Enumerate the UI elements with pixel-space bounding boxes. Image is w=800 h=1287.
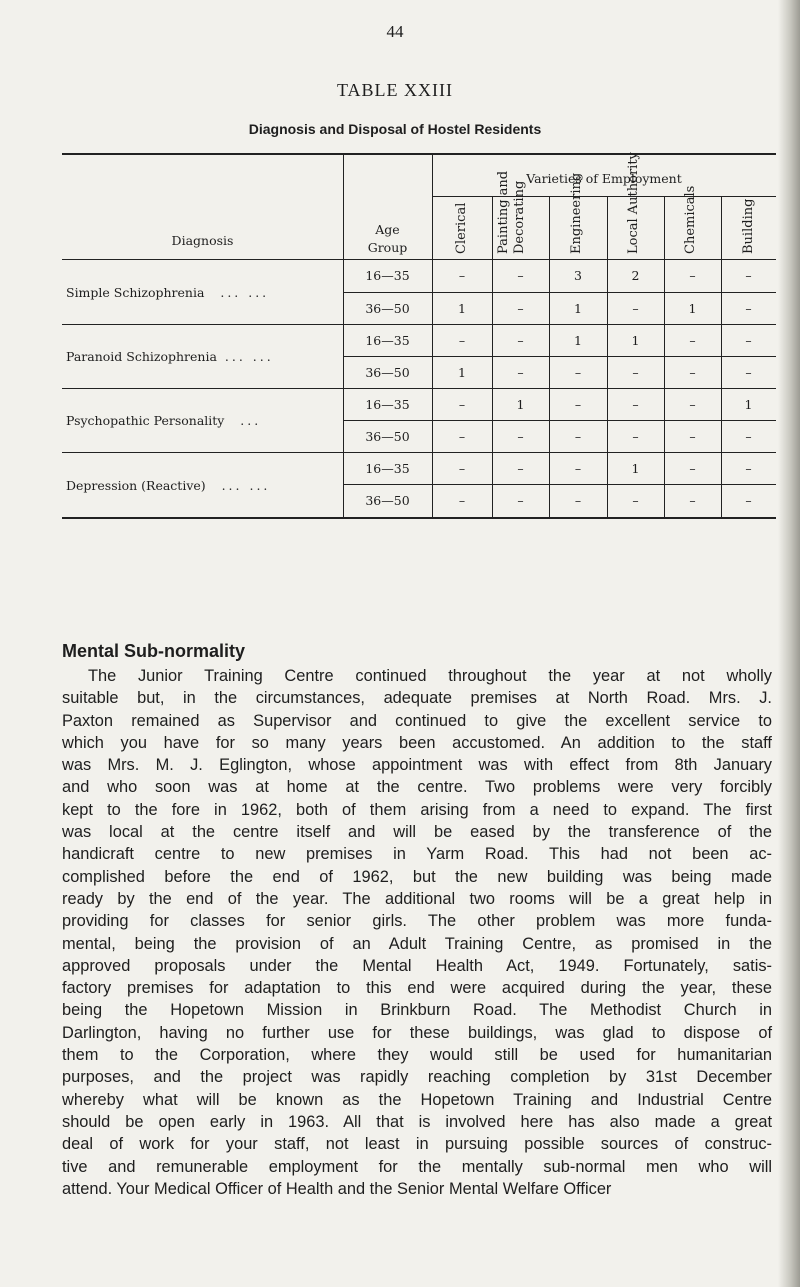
table-cell: – — [689, 397, 696, 412]
table-cell: – — [689, 429, 696, 444]
table-cell: 1 — [458, 301, 466, 316]
header-age-line2: Group — [367, 239, 408, 255]
diagnosis-table — [0, 0, 800, 640]
paragraph-line: should be open early in 1963. All that is involved here has also made a great — [62, 1112, 772, 1131]
paragraph-line: Darlington, having no further use for these buildings, was glad to dispose of — [62, 1023, 772, 1042]
paragraph-line: Paxton remained as Supervisor and continued to give the excellent service to — [62, 711, 772, 730]
table-cell: – — [574, 461, 582, 476]
section-body — [62, 665, 772, 1200]
paragraph-line: mental, being the provision of an Adult Training Centre, as promised in the — [62, 934, 772, 953]
age-group-cell: 36—50 — [365, 429, 410, 444]
paragraph-line: handicraft centre to new premises in Yarm Road. This had not been ac- — [62, 845, 772, 864]
paragraph-line: deal of work for your staff, not least in pursuing possible sources of construc- — [62, 1135, 772, 1154]
table-cell: – — [745, 493, 752, 508]
table-cell: – — [632, 397, 639, 412]
table-top-rule — [62, 153, 776, 155]
diagnosis-label: Paranoid Schizophrenia ... ... — [66, 349, 274, 364]
table-cell: – — [689, 333, 696, 348]
diagnosis-label: Simple Schizophrenia ... ... — [66, 284, 270, 300]
paragraph-line: suitable but, in the circumstances, adequate premises at North Road. Mrs. J. — [62, 689, 772, 708]
paragraph-line: providing for classes for senior girls. The other problem was more funda- — [62, 912, 772, 931]
paragraph-line: The Junior Training Centre continued throughout the year at not wholly — [88, 667, 772, 685]
age-group-cell: 16—35 — [365, 333, 410, 348]
table-cell: – — [745, 365, 752, 380]
table-cell: – — [458, 333, 466, 348]
table-subtitle: Diagnosis and Disposal of Hostel Residents — [248, 121, 542, 137]
col-header-painting-line1: Painting and — [496, 170, 511, 254]
paragraph-line: whereby what will be known as the Hopetown Training and Industrial Centre — [62, 1090, 772, 1109]
table-cell: – — [745, 429, 752, 444]
age-group-cell: 36—50 — [365, 493, 410, 508]
col-header-engineering: Engineering — [569, 172, 584, 254]
table-cell: – — [517, 461, 524, 476]
table-cell: – — [689, 268, 696, 283]
table-cell: – — [458, 397, 466, 412]
table-cell: – — [458, 429, 466, 444]
table-cell: 1 — [458, 365, 466, 380]
table-cell: 1 — [688, 301, 697, 316]
employment-subheader-rule — [432, 196, 776, 197]
table-cell: – — [632, 301, 639, 316]
col-header-local-authority: Local Authority — [626, 152, 641, 254]
table-cell: 1 — [516, 397, 525, 412]
paragraph-line: was Mrs. M. J. Eglington, whose appointment was with effect from 8th January — [62, 756, 772, 775]
table-cell: 1 — [631, 333, 640, 348]
paragraph-line: purposes, and the project was rapidly reaching completion by 31st December — [62, 1068, 772, 1087]
paragraph-line: kept to the fore in 1962, both of them arising from a need to expand. The first — [62, 800, 772, 819]
col-header-clerical: Clerical — [454, 202, 469, 254]
table-cell: – — [745, 268, 752, 283]
age-group-cell: 36—50 — [365, 301, 410, 316]
paragraph-line: approved proposals under the Mental Health Act, 1949. Fortunately, satis- — [62, 956, 772, 975]
table-cell: – — [574, 397, 582, 412]
page-number: 44 — [386, 22, 404, 41]
table-cell: – — [632, 429, 639, 444]
table-cell: 2 — [631, 268, 640, 283]
col-header-chemicals: Chemicals — [683, 185, 698, 254]
table-cell: – — [574, 493, 582, 508]
age-group-cell: 16—35 — [365, 268, 410, 283]
paragraph-line: tive and remunerable employment for the mentally sub-normal men who will — [62, 1157, 772, 1176]
table-cell: – — [517, 333, 524, 348]
age-group-cell: 16—35 — [365, 461, 410, 476]
table-cell: – — [689, 493, 696, 508]
table-cell: – — [689, 365, 696, 380]
diagnosis-label: Depression (Reactive) ... ... — [66, 477, 271, 493]
table-title: TABLE XXIII — [336, 80, 454, 100]
paragraph-line: was local at the centre itself and will be eased by the transference of the — [62, 823, 772, 842]
age-group-cell: 36—50 — [365, 365, 410, 380]
paragraph-line: factory premises for adaptation to this end were acquired during the year, these — [62, 979, 772, 998]
table-cell: – — [517, 365, 524, 380]
diagnosis-label: Psychopathic Personality ... — [66, 413, 262, 428]
table-cell: 1 — [574, 301, 582, 316]
paragraph-line: complished before the end of 1962, but the new building was being made — [62, 867, 772, 886]
table-cell: – — [574, 429, 582, 444]
table-cell: – — [745, 333, 752, 348]
table-bottom-rule — [62, 517, 776, 519]
table-cell: 1 — [574, 333, 582, 348]
table-cell: – — [745, 301, 752, 316]
table-cell: – — [458, 461, 466, 476]
col-header-building: Building — [741, 198, 756, 254]
paragraph-line: and who soon was at home at the centre. Two problems were very forcibly — [62, 778, 772, 797]
table-cell: – — [458, 268, 466, 283]
table-cell: – — [458, 493, 466, 508]
header-age-line1: Age — [375, 221, 400, 237]
section-heading: Mental Sub-normality — [62, 641, 246, 661]
header-diagnosis: Diagnosis — [171, 232, 234, 248]
header-employment: Varieties of Employment — [526, 170, 682, 186]
paragraph-line: which you have for so many years been accustomed. An addition to the staff — [62, 733, 772, 752]
table-cell: 1 — [744, 397, 753, 412]
table-cell: – — [517, 493, 524, 508]
paragraph-line: ready by the end of the year. The additional two rooms will be a great help in — [62, 889, 772, 908]
col-header-painting-line2: Decorating — [512, 180, 527, 254]
table-cell: – — [632, 493, 639, 508]
paragraph-line: them to the Corporation, where they would still be used for humanitarian — [62, 1046, 772, 1065]
paragraph-line: being the Hopetown Mission in Brinkburn Road. The Methodist Church in — [62, 1001, 772, 1020]
table-cell: – — [632, 365, 639, 380]
table-cell: – — [689, 461, 696, 476]
table-cell: – — [745, 461, 752, 476]
table-cell: – — [574, 365, 582, 380]
table-cell: – — [517, 429, 524, 444]
table-cell: 1 — [631, 461, 640, 476]
table-cell: – — [517, 268, 524, 283]
table-cell: – — [517, 301, 524, 316]
age-group-cell: 16—35 — [365, 397, 410, 412]
table-cell: 3 — [574, 268, 582, 283]
paragraph-line: attend. Your Medical Officer of Health and the Senior Mental Welfare Officer — [62, 1179, 612, 1198]
